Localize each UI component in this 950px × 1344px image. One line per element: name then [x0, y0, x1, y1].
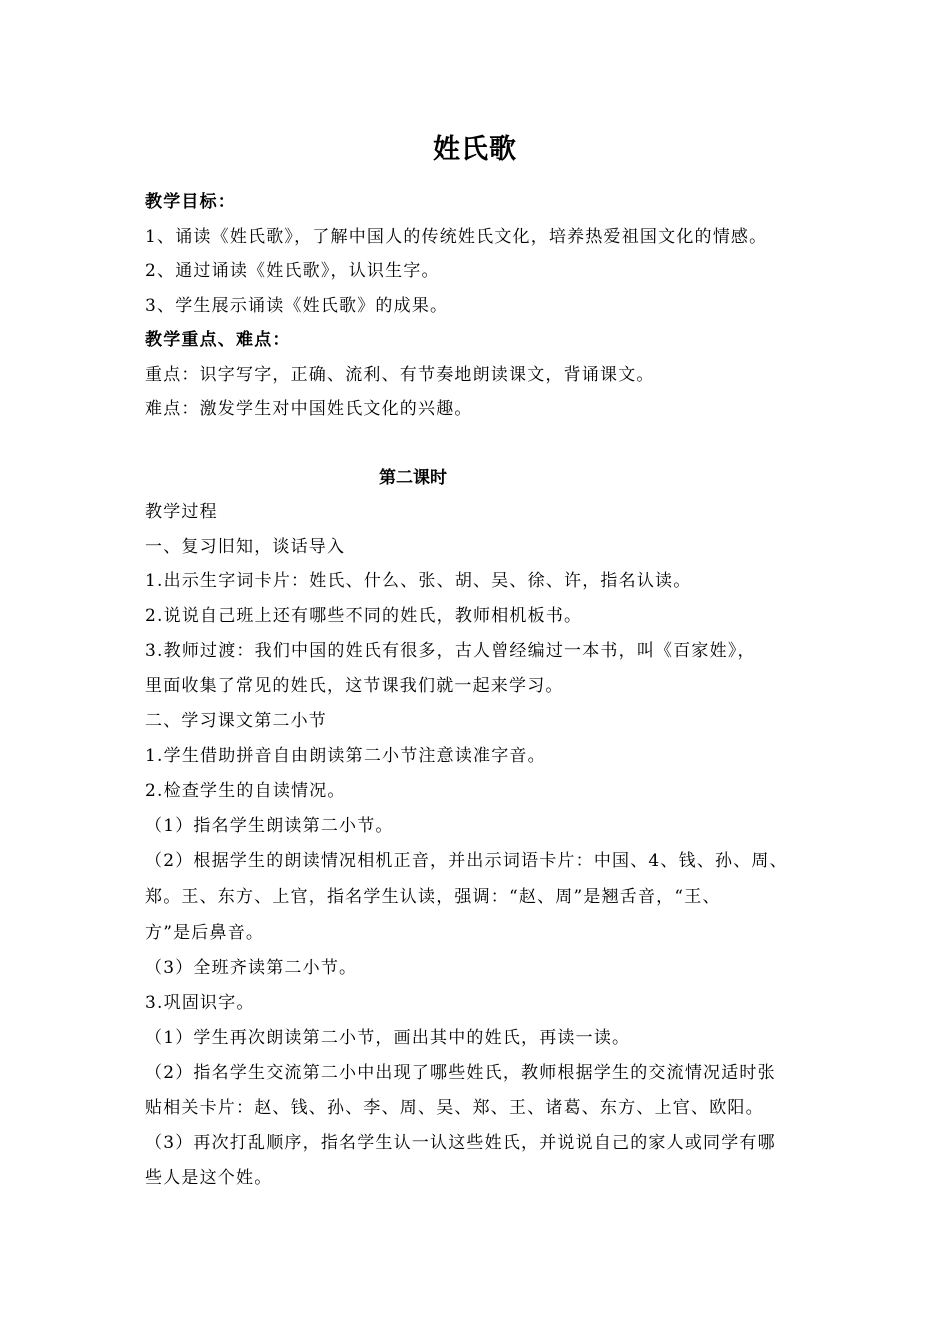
process-line: （3）再次打乱顺序，指名学生认一认这些姓氏，并说说自己的家人或同学有哪	[145, 1133, 776, 1153]
lesson-heading: 第二课时	[379, 468, 447, 488]
process-line: 一、复习旧知，谈话导入	[145, 537, 346, 557]
process-line: 3.教师过渡：我们中国的姓氏有很多，古人曾经编过一本书，叫《百家姓》，	[145, 641, 756, 661]
process-line: （1）指名学生朗读第二小节。	[145, 816, 394, 836]
process-line: 二、学习课文第二小节	[145, 711, 327, 731]
process-line: （2）指名学生交流第二小中出现了哪些姓氏，教师根据学生的交流情况适时张	[145, 1063, 776, 1083]
objectives-heading: 教学目标：	[145, 192, 236, 212]
process-line: （2）根据学生的朗读情况相机正音，并出示词语卡片：中国、4、钱、孙、周、	[145, 851, 788, 871]
process-line: 2.检查学生的自读情况。	[145, 781, 346, 801]
objective-item: 2、通过诵读《姓氏歌》，认识生字。	[145, 261, 440, 281]
process-line: 些人是这个姓。	[145, 1168, 273, 1188]
process-line: 1.学生借助拼音自由朗读第二小节注意读准字音。	[145, 746, 546, 766]
keypoint-item: 难点：激发学生对中国姓氏文化的兴趣。	[145, 399, 473, 419]
process-line: 方”是后鼻音。	[145, 923, 265, 943]
process-line: （1）学生再次朗读第二小节，画出其中的姓氏，再读一读。	[145, 1028, 631, 1048]
process-line: 3.巩固识字。	[145, 993, 255, 1013]
process-line: 里面收集了常见的姓氏，这节课我们就一起来学习。	[145, 676, 564, 696]
process-line: 1.出示生字词卡片：姓氏、什么、张、胡、吴、徐、许，指名认读。	[145, 571, 692, 591]
keypoint-item: 重点：识字写字，正确、流利、有节奏地朗读课文，背诵课文。	[145, 365, 655, 385]
document-title: 姓氏歌	[433, 134, 517, 165]
process-line: 教学过程	[145, 502, 218, 522]
keypoints-heading: 教学重点、难点：	[145, 330, 291, 350]
objective-item: 3、学生展示诵读《姓氏歌》的成果。	[145, 296, 449, 316]
process-line: （3）全班齐读第二小节。	[145, 958, 358, 978]
objective-item: 1、诵读《姓氏歌》，了解中国人的传统姓氏文化，培养热爱祖国文化的情感。	[145, 227, 768, 247]
process-line: 贴相关卡片：赵、钱、孙、李、周、吴、郑、王、诸葛、东方、上官、欧阳。	[145, 1098, 764, 1118]
process-line: 郑。王、东方、上官，指名学生认读，强调：“赵、周”是翘舌音，“王、	[145, 887, 721, 907]
process-line: 2.说说自己班上还有哪些不同的姓氏，教师相机板书。	[145, 606, 583, 626]
